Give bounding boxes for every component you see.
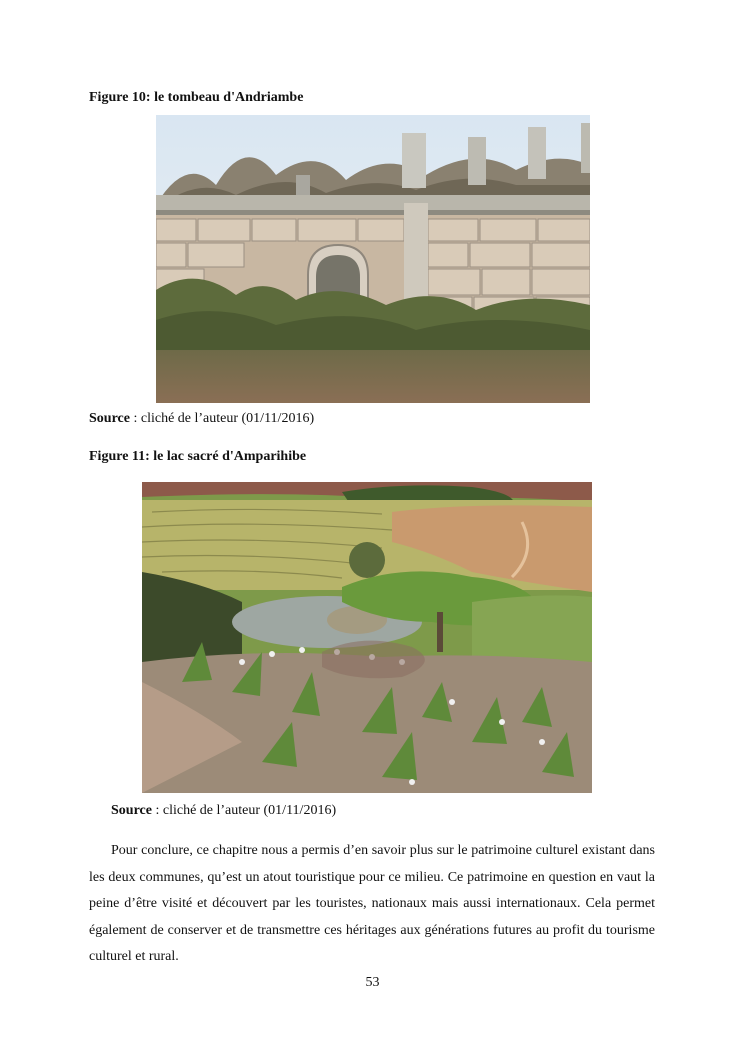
conclusion-paragraph: Pour conclure, ce chapitre nous a permis d’en savoir plus sur le patrimoine culturel existant dans les deux communes, qu’est un atout touristique pour ce milieu. Ce patrimoine en question en vaut la peine d’être visité et découvert par les touristes, nationaux mais aussi internationaux. Cela permet également de conserver et de transmettre ces héritages aux générations futures au profit du tourisme culturel et rural. [89,843,655,964]
source-text: : cliché de l’auteur (01/11/2016) [129,411,315,426]
figure-11-source [111,803,336,819]
tomb-photo [156,115,590,403]
page-number: 53 [365,975,380,990]
figure-10-caption: Figure 10: le tombeau d'Andriambe [89,90,304,105]
source-label: Source [89,411,130,426]
figure-10-source [89,411,314,427]
source-text: : cliché de l’auteur (01/11/2016) [151,803,337,818]
lake-photo [142,482,592,793]
source-label: Source [111,803,152,818]
figure-11-caption: Figure 11: le lac sacré d'Amparihibe [89,449,307,464]
